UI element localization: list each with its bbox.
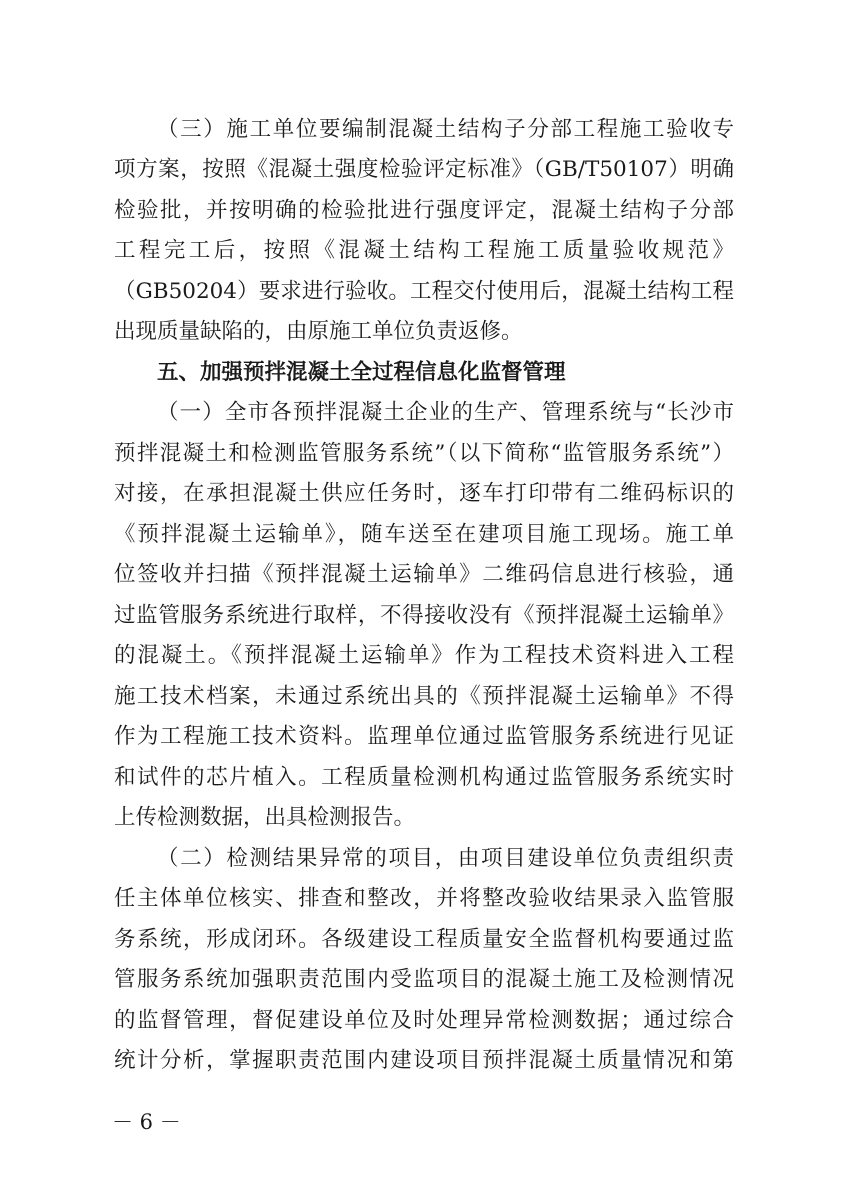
paragraph-line: 《预拌混凝土运输单》，随车送至在建项目施工现场。施工单 [114,522,734,547]
paragraph-line: 的监督管理，督促建设单位及时处理异常检测数据；通过综合 [114,1008,734,1033]
section-heading: 五、加强预拌混凝土全过程信息化监督管理 [157,360,566,385]
paragraph-line: 统计分析，掌握职责范围内建设项目预拌混凝土质量情况和第 [114,1048,734,1073]
paragraph-line: 施工技术档案，未通过系统出具的《预拌混凝土运输单》不得 [114,684,734,709]
paragraph-line: 对接，在承担混凝土供应任务时，逐车打印带有二维码标识的 [114,481,734,506]
paragraph-line: 管服务系统加强职责范围内受监项目的混凝土施工及检测情况 [114,967,734,992]
paragraph-line: （GB50204）要求进行验收。工程交付使用后，混凝土结构工程 [114,279,734,304]
paragraph-line: （二）检测结果异常的项目，由项目建设单位负责组织责 [157,846,734,871]
paragraph-line: （三）施工单位要编制混凝土结构子分部工程施工验收专 [157,117,734,142]
paragraph-line: 作为工程施工技术资料。监理单位通过监管服务系统进行见证 [114,724,734,749]
paragraph-line: 务系统，形成闭环。各级建设工程质量安全监督机构要通过监 [114,927,734,952]
paragraph-line: 过监管服务系统进行取样，不得接收没有《预拌混凝土运输单》 [114,603,734,628]
paragraph-line: 预拌混凝土和检测监管服务系统”（以下简称“监管服务系统”） [114,441,734,466]
paragraph-line: （一）全市各预拌混凝土企业的生产、管理系统与“长沙市 [157,400,734,425]
page-number: － 6 － [112,1110,181,1134]
paragraph-line: 的混凝土。《预拌混凝土运输单》作为工程技术资料进入工程 [114,643,734,668]
paragraph-line: 出现质量缺陷的，由原施工单位负责返修。 [114,319,523,344]
paragraph-line: 位签收并扫描《预拌混凝土运输单》二维码信息进行核验，通 [114,562,734,587]
paragraph-line: 上传检测数据，出具检测报告。 [114,805,416,830]
paragraph-line: 任主体单位核实、排查和整改，并将整改验收结果录入监管服 [114,886,734,911]
paragraph-line: 项方案，按照《混凝土强度检验评定标准》（GB/T50107）明确 [114,157,734,182]
paragraph-line: 和试件的芯片植入。工程质量检测机构通过监管服务系统实时 [114,765,734,790]
paragraph-line: 检验批，并按明确的检验批进行强度评定，混凝土结构子分部 [114,198,734,223]
paragraph-line: 工程完工后，按照《混凝土结构工程施工质量验收规范》 [114,238,734,263]
